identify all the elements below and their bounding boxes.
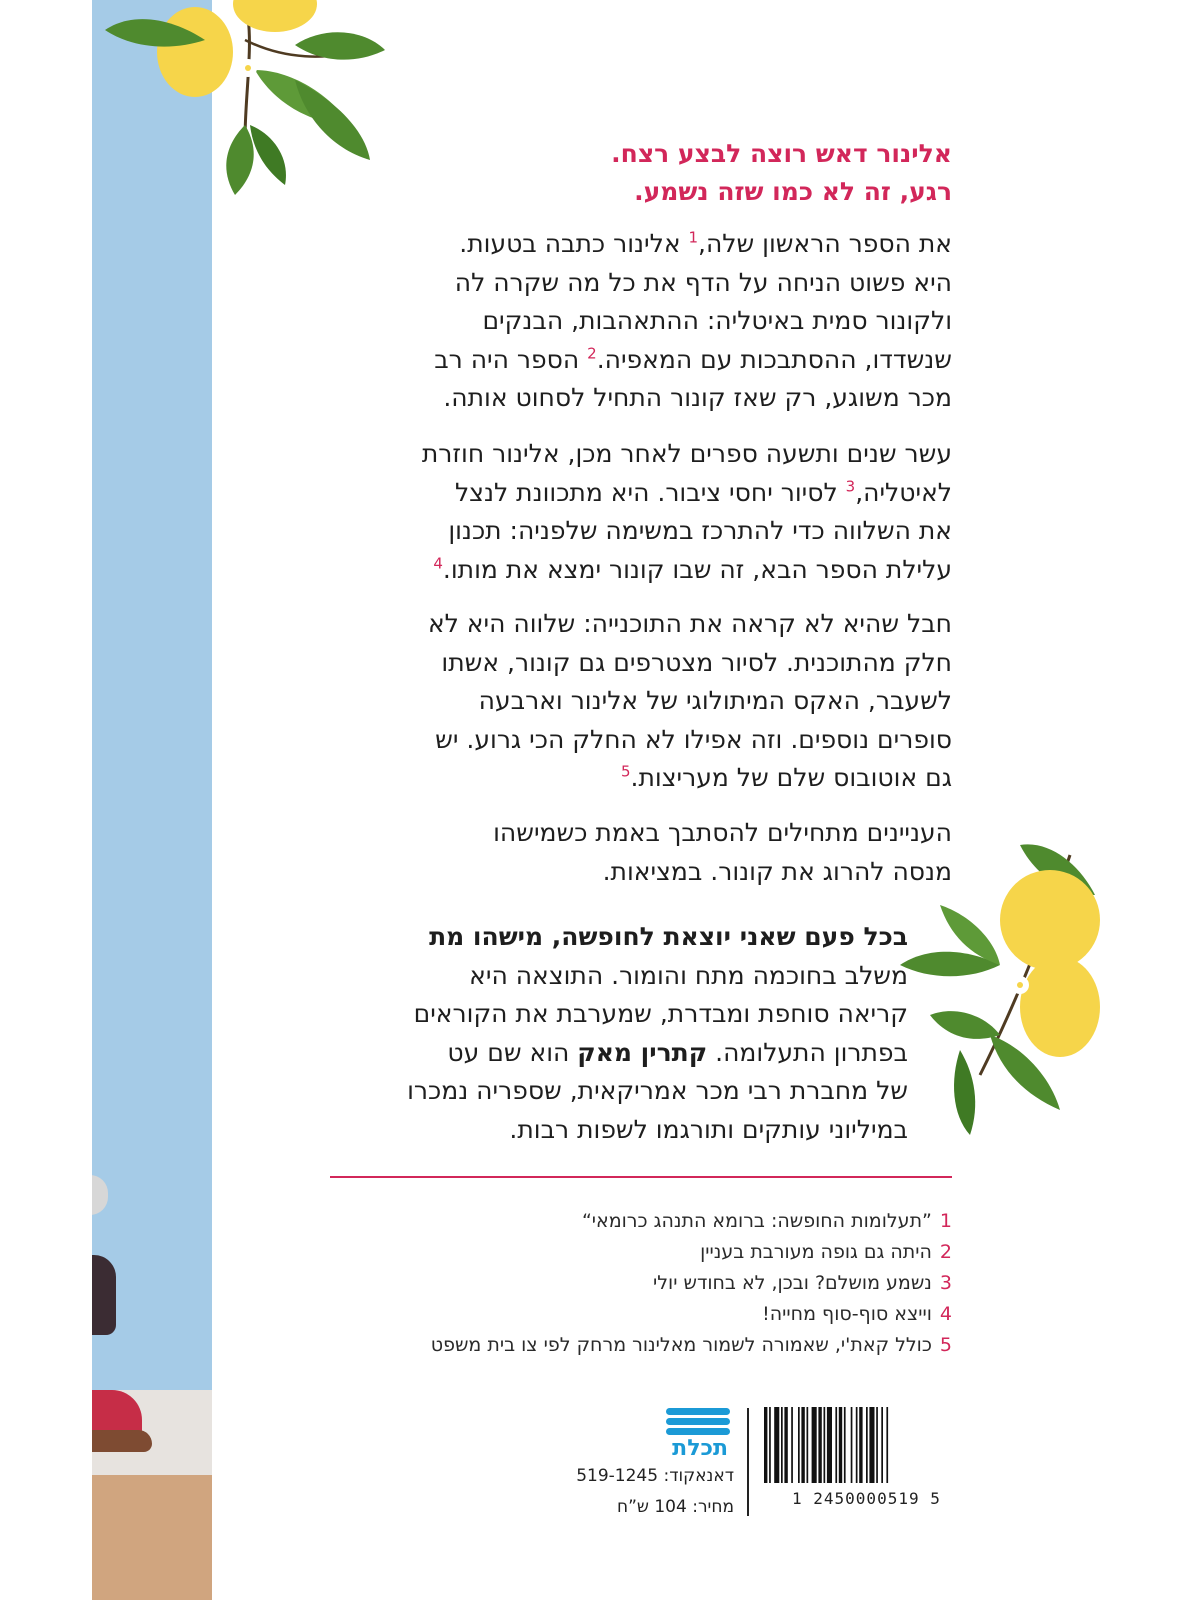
text-line: העניינים מתחילים להסתבך באמת כשמישהו — [493, 818, 952, 847]
barcode-bar — [764, 1407, 767, 1483]
footnote-item: 1”תעלומות החופשה: ברומא התנהג כרומאי“ — [581, 1210, 952, 1232]
text-line: היא פשוט הניחה על הדף את כל מה שקרה לה — [454, 267, 952, 297]
text-line: לשעבר, האקס המיתולוגי של אלינור וארבעה — [478, 686, 952, 715]
barcode-bar — [827, 1407, 832, 1483]
footnote-item: 3נשמע מושלם? ובכן, לא בחודש יולי — [653, 1272, 952, 1294]
text-line: עשר שנים ותשעה ספרים לאחר מכן, אלינור חוזרת — [421, 439, 952, 468]
page-margin — [0, 0, 92, 1600]
barcode-bar — [798, 1407, 800, 1483]
about-title: בכל פעם שאני יוצאת לחופשה, מישהו מת — [429, 922, 908, 951]
barcode-bar — [856, 1407, 858, 1483]
barcode-bar — [781, 1407, 783, 1483]
text-line: חלק מהתוכנית. לסיור מצטרפים גם קונור, אשתו — [441, 647, 952, 677]
barcode-bar — [791, 1407, 793, 1483]
barcode-bar — [866, 1407, 868, 1483]
blurb-paragraph-1 — [320, 225, 952, 418]
text-line: את השלווה כדי להתרכז במשימה שלפניה: תכנון — [448, 516, 952, 545]
text-line: קריאה סוחפת ומבדרת, שמערבת את הקוראים — [413, 999, 908, 1028]
text-line: את הספר הראשון שלה,$^1$ אלינור כתבה בטעות. — [459, 228, 952, 258]
barcode-bars-icon — [762, 1407, 952, 1483]
text-line: לאיטליה,$^3$ לסיור יחסי ציבור. היא מתכוונת לנצל — [454, 477, 952, 507]
headline — [320, 135, 952, 211]
footnote-marker: 1 — [688, 228, 699, 247]
text-line: מנסה להרוג את קונור. במציאות. — [602, 856, 952, 886]
cover-spine-illustration — [92, 0, 212, 1600]
barcode-bar — [774, 1407, 779, 1483]
text-line: בפתרון התעלומה. קתרין מאק הוא שם עט — [447, 1037, 908, 1067]
author-name: קתרין מאק — [577, 1037, 708, 1067]
text-line: עלילת הספר הבא, זה שבו קונור ימצא את מותו.$^4$ — [433, 554, 952, 584]
footnote-marker: 4 — [433, 554, 443, 573]
blurb-paragraph-4 — [320, 814, 952, 891]
publisher-logo-text: תכלת — [672, 1436, 728, 1461]
barcode-bar — [824, 1407, 826, 1483]
text-line: של מחברת רבי מכר אמריקאית, שספריה נמכרו — [407, 1076, 908, 1105]
section-divider — [330, 1176, 952, 1178]
footnote-marker: 2 — [587, 344, 597, 363]
text-line: מכר משוגע, רק שאז קונור התחיל לסחוט אותה. — [443, 383, 952, 412]
footnote-item: 5כולל קאת'י, שאמורה לשמור מאלינור מרחק לפי צו בית משפט — [430, 1334, 952, 1356]
text-line: במיליוני עותקים ותורגמו לשפות רבות. — [509, 1114, 908, 1144]
barcode-bar — [784, 1407, 787, 1483]
barcode-number: 1 2450000519 5 — [792, 1489, 941, 1508]
text-line: ולקונור סמית באיטליה: ההתאהבות, הבנקים — [482, 306, 952, 335]
barcode-bar — [801, 1407, 804, 1483]
about-book-and-author — [320, 918, 908, 1149]
headline-line-1: אלינור דאש רוצה לבצע רצח. — [611, 139, 952, 168]
barcode-bar — [869, 1407, 874, 1483]
spine-pot-base — [92, 1430, 152, 1452]
footnote-item: 4וייצא סוף-סוף מחייה! — [762, 1303, 952, 1325]
barcode-bar — [835, 1407, 837, 1483]
barcode-bar — [807, 1407, 809, 1483]
text-line: סופרים נוספים. וזה אפילו לא החלק הכי גרוע. יש — [435, 724, 952, 754]
footnote-marker: 3 — [845, 477, 856, 496]
danacode: דאנאקוד: 519-1245 — [576, 1466, 734, 1486]
barcode-bar — [851, 1407, 853, 1483]
text-line: חבל שהיא לא קראה את התוכנייה: שלווה היא לא — [427, 609, 952, 638]
footnote-marker: 5 — [620, 762, 631, 781]
barcode-bar — [881, 1407, 883, 1483]
barcode-bar — [812, 1407, 817, 1483]
text-line: משלב בחוכמה מתח והומור. התוצאה היא — [469, 960, 908, 990]
headline-line-2: רגע, זה לא כמו שזה נשמע. — [634, 177, 952, 206]
price: מחיר: 104 ש”ח — [616, 1497, 734, 1517]
text-line: שנשדדו, ההסתבכות עם המאפיה.$^2$ הספר היה רב — [434, 344, 952, 374]
text-line: גם אוטובוס שלם של מעריצות.$^5$ — [620, 762, 952, 792]
barcode-bar — [818, 1407, 821, 1483]
barcode-bar — [839, 1407, 842, 1483]
vertical-separator — [747, 1408, 749, 1516]
footnotes-list — [320, 1206, 952, 1361]
footnote-item: 2היתה גם גופה מעורבת בעניין — [700, 1241, 952, 1263]
barcode-bar — [876, 1407, 878, 1483]
spine-grey-shape — [92, 1175, 108, 1215]
barcode-bar — [859, 1407, 862, 1483]
spine-floor — [92, 1475, 212, 1600]
barcode-bar — [886, 1407, 888, 1483]
blurb-paragraph-3 — [320, 605, 952, 798]
barcode-bar — [769, 1407, 771, 1483]
spine-figure-hair — [92, 1255, 116, 1335]
blurb-paragraph-2 — [320, 435, 952, 589]
barcode-bar — [844, 1407, 846, 1483]
